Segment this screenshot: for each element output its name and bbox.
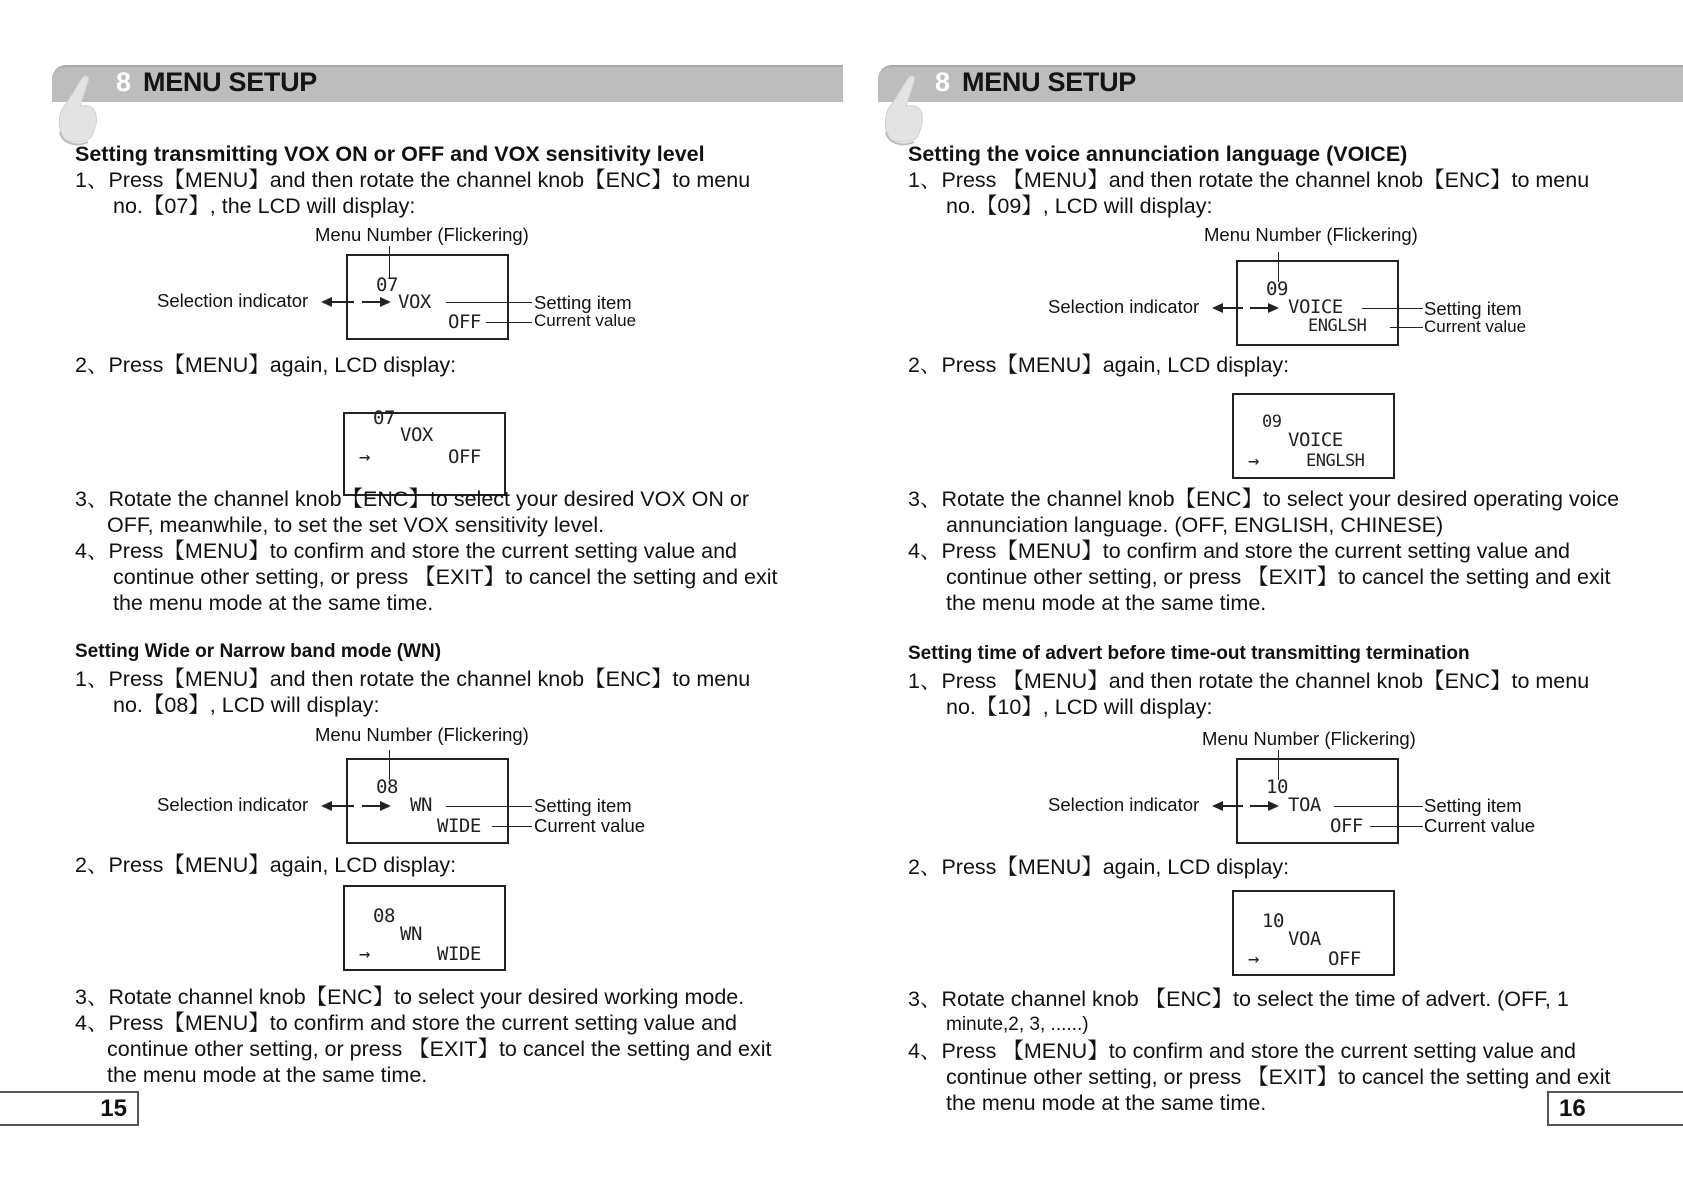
step-text: OFF, meanwhile, to set the set VOX sensitivity level.	[107, 513, 605, 537]
step-text: minute,2, 3, ......)	[946, 1014, 1089, 1035]
leader-line	[446, 302, 532, 303]
step-4	[75, 538, 777, 616]
step-4	[908, 1038, 1610, 1116]
setting-item-label: Setting item	[534, 292, 632, 313]
selection-indicator-label: Selection indicator	[157, 794, 309, 815]
step-text: annunciation language. (OFF, ENGLISH, CHINESE)	[946, 513, 1444, 537]
chapter-number: 8	[935, 67, 951, 97]
step-text: the menu mode at the same time.	[946, 1091, 1267, 1115]
selection-arrow: →	[359, 446, 370, 468]
step-3	[75, 984, 744, 1010]
step-text: 1、Press 【MENU】and then rotate the channel knob【ENC】to menu	[908, 168, 1590, 192]
step-4	[75, 1010, 771, 1088]
leader-line	[1370, 826, 1423, 827]
step-3	[908, 986, 1569, 1038]
step-text: no.【10】, LCD will display:	[946, 695, 1213, 719]
step-text: 1、Press【MENU】and then rotate the channel knob【ENC】to menu	[75, 168, 751, 192]
step-3	[75, 486, 749, 538]
lcd-current-value: WIDE	[437, 815, 481, 837]
leader-line	[1362, 308, 1423, 309]
arrow-right-icon	[1268, 303, 1279, 313]
arrow-right-icon	[380, 801, 391, 811]
current-value-label: Current value	[534, 815, 646, 836]
lcd-current-value: OFF	[448, 446, 481, 468]
lcd-setting-item: VOICE	[1288, 296, 1343, 318]
step-1	[908, 668, 1589, 720]
pointing-hand-icon	[52, 70, 122, 150]
leader-line	[1334, 806, 1423, 807]
leader-line	[446, 806, 532, 807]
lcd-setting-item: TOA	[1288, 794, 1321, 816]
leader-line	[362, 301, 380, 303]
selection-arrow: →	[359, 943, 370, 965]
leader-line	[362, 805, 380, 807]
chapter-title: MENU SETUP	[143, 67, 318, 97]
step-text: continue other setting, or press 【EXIT】to cancel the setting and exit	[946, 565, 1611, 589]
selection-indicator-label: Selection indicator	[1048, 296, 1200, 317]
step-text: the menu mode at the same time.	[946, 591, 1267, 615]
step-text: the menu mode at the same time.	[107, 1063, 428, 1087]
leader-line	[1250, 307, 1268, 309]
page-16	[842, 0, 1683, 1190]
leader-line	[330, 805, 354, 807]
step-2: 2、Press【MENU】again, LCD display:	[908, 855, 1290, 879]
lcd-menu-number: 07	[376, 274, 398, 296]
lcd-menu-number: 09	[1262, 412, 1282, 432]
step-text: continue other setting, or press 【EXIT】to cancel the setting and exit	[113, 565, 778, 589]
lcd-menu-number: 10	[1266, 776, 1288, 798]
setting-item-label: Setting item	[1424, 298, 1522, 319]
lcd-current-value: OFF	[1328, 948, 1361, 970]
lcd-menu-number: 10	[1262, 910, 1284, 932]
section-title: Setting Wide or Narrow band mode (WN)	[75, 641, 442, 662]
menu-number-label: Menu Number (Flickering)	[315, 724, 529, 745]
lcd-setting-item: VOX	[398, 291, 431, 313]
step-2: 2、Press【MENU】again, LCD display:	[908, 353, 1290, 377]
page-number: 16	[1559, 1095, 1586, 1122]
menu-number-label: Menu Number (Flickering)	[1204, 224, 1418, 245]
lcd-setting-item: VOA	[1288, 928, 1321, 950]
step-text: no.【09】, LCD will display:	[946, 194, 1213, 218]
current-value-label: Current value	[1424, 815, 1536, 836]
page-number-box	[0, 1091, 139, 1126]
step-3	[908, 486, 1619, 538]
current-value-label: Current value	[534, 311, 637, 330]
lcd-menu-number: 08	[376, 776, 398, 798]
leader-line	[1390, 327, 1423, 328]
selection-indicator-label: Selection indicator	[157, 290, 309, 311]
step-2: 2、Press【MENU】again, LCD display:	[75, 353, 457, 377]
lcd-current-value: OFF	[448, 311, 481, 333]
menu-number-label: Menu Number (Flickering)	[1202, 728, 1416, 749]
selection-arrow: →	[1248, 948, 1259, 970]
step-text: 3、Rotate channel knob 【ENC】to select the time of advert. (OFF, 1	[908, 987, 1569, 1011]
step-1	[75, 167, 750, 219]
lcd-current-value: OFF	[1330, 815, 1363, 837]
section-title: Setting time of advert before time-out transmitting termination	[908, 643, 1470, 664]
lcd-menu-number: 08	[373, 905, 395, 927]
step-text: 1、Press【MENU】and then rotate the channel knob【ENC】to menu	[75, 667, 751, 691]
lcd-menu-number: 07	[373, 407, 395, 429]
step-1	[908, 167, 1589, 219]
step-text: 3、Rotate the channel knob【ENC】to select your desired VOX ON or	[75, 487, 749, 511]
step-text: 4、Press 【MENU】to confirm and store the current setting value and	[908, 1039, 1576, 1063]
step-text: continue other setting, or press 【EXIT】to cancel the setting and exit	[946, 1065, 1611, 1089]
selection-arrow: →	[1248, 450, 1259, 472]
leader-line	[1221, 805, 1243, 807]
current-value-label: Current value	[1424, 317, 1527, 336]
chapter-title: MENU SETUP	[962, 67, 1137, 97]
lcd-current-value: ENGLSH	[1308, 316, 1367, 336]
step-2: 2、Press【MENU】again, LCD display:	[75, 853, 457, 877]
lcd-setting-item: WN	[410, 794, 432, 816]
step-4	[908, 538, 1610, 616]
lcd-setting-item: VOICE	[1288, 429, 1343, 451]
leader-line	[486, 322, 532, 323]
step-text: no.【08】, LCD will display:	[113, 693, 380, 717]
step-text: 4、Press【MENU】to confirm and store the current setting value and	[908, 539, 1571, 563]
lcd-menu-number: 09	[1266, 278, 1288, 300]
section-title: Setting the voice annunciation language (VOICE)	[908, 142, 1408, 166]
step-1	[75, 666, 750, 718]
step-text: continue other setting, or press 【EXIT】to cancel the setting and exit	[107, 1037, 772, 1061]
arrow-right-icon	[380, 297, 391, 307]
lcd-current-value: WIDE	[437, 943, 481, 965]
leader-line	[330, 301, 354, 303]
lcd-setting-item: WN	[400, 923, 422, 945]
step-text: 1、Press 【MENU】and then rotate the channel knob【ENC】to menu	[908, 669, 1590, 693]
step-text: the menu mode at the same time.	[113, 591, 434, 615]
step-text: 3、Rotate the channel knob【ENC】to select your desired operating voice	[908, 487, 1620, 511]
chapter-number: 8	[116, 67, 132, 97]
step-text: no.【07】, the LCD will display:	[113, 194, 416, 218]
step-text: 4、Press【MENU】to confirm and store the current setting value and	[75, 539, 738, 563]
step-text: 3、Rotate channel knob【ENC】to select your desired working mode.	[75, 985, 745, 1009]
lcd-setting-item: VOX	[400, 424, 433, 446]
setting-item-label: Setting item	[534, 795, 632, 816]
selection-indicator-label: Selection indicator	[1048, 794, 1200, 815]
setting-item-label: Setting item	[1424, 795, 1522, 816]
page-number: 15	[100, 1095, 127, 1122]
step-text: 4、Press【MENU】to confirm and store the current setting value and	[75, 1011, 738, 1035]
leader-line	[492, 826, 532, 827]
menu-number-label: Menu Number (Flickering)	[315, 224, 529, 245]
section-title: Setting transmitting VOX ON or OFF and VOX sensitivity level	[75, 142, 705, 166]
page-number-box	[1547, 1091, 1683, 1126]
arrow-right-icon	[1268, 801, 1279, 811]
leader-line	[1221, 307, 1243, 309]
leader-line	[1250, 805, 1268, 807]
lcd-current-value: ENGLSH	[1306, 451, 1365, 471]
